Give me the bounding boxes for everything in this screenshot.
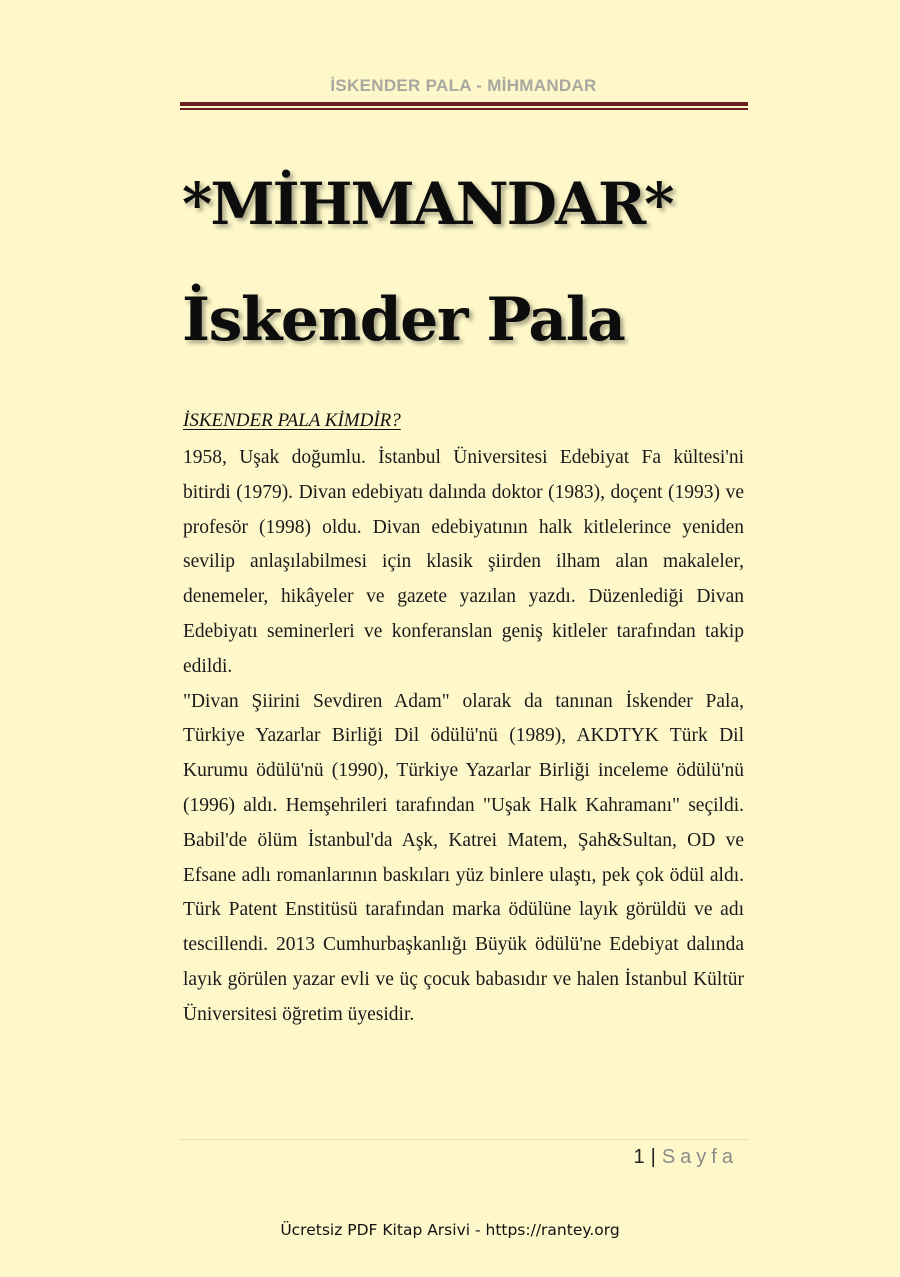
footer-rule	[180, 1139, 748, 1140]
page-number	[634, 1146, 738, 1169]
paragraph-1: 1958, Uşak doğumlu. İstanbul Üniversitesi Edebiyat Fa kültesi'ni bitirdi (1979). Divan edebiyatı dalında doktor (1983), doçent (1993) ve profesör (1998) oldu. Divan edebiyatının halk kitlelerince yeniden sevilip anlaşılabilmesi için klasik şiirden ilham alan makaleler, denemeler, hikâyeler ve gazete yazılan yazdı. Düzenlediği Divan Edebiyatı seminerleri ve konferanslan geniş kitleler tarafından takip edildi.	[183, 447, 744, 677]
book-title: *MİHMANDAR*	[182, 170, 673, 238]
page-number-separator: |	[650, 1146, 656, 1168]
section-heading: İSKENDER PALA KİMDİR?	[183, 410, 401, 431]
paragraph-2: "Divan Şiirini Sevdiren Adam" olarak da tanınan İskender Pala, Türkiye Yazarlar Birliği Dil ödülü'nü (1989), AKDTYK Türk Dil Kurumu ödülü'nü (1990), Türkiye Yazarlar Birliği inceleme ödülü'nü (1996) aldı. Hemşehrileri tarafından "Uşak Halk Kahramanı" seçildi. Babil'de ölüm İstanbul'da Aşk, Katrei Matem, Şah&Sultan, OD ve Efsane adlı romanlarının baskıları yüz binlere ulaştı, pek çok ödül aldı. Türk Patent Enstitüsü tarafından marka ödülüne layık görüldü ve adı tescillendi. 2013 Cumhurbaşkanlığı Büyük ödülü'ne Edebiyat dalında layık görülen yazar evli ve üç çocuk babasıdır ve halen İstanbul Kültür Üniversitesi öğretim üyesidir.	[183, 690, 744, 1025]
header-rule-thin	[180, 108, 748, 110]
page-number-value: 1	[633, 1146, 645, 1168]
book-author: İskender Pala	[182, 285, 625, 355]
bottom-note: Ücretsiz PDF Kitap Arsivi - https://rantey.org	[280, 1221, 620, 1239]
body-text	[183, 441, 744, 1033]
page-label: Sayfa	[661, 1146, 738, 1168]
header-rule-thick	[180, 102, 748, 106]
running-header: İSKENDER PALA - MİHMANDAR	[330, 76, 597, 95]
